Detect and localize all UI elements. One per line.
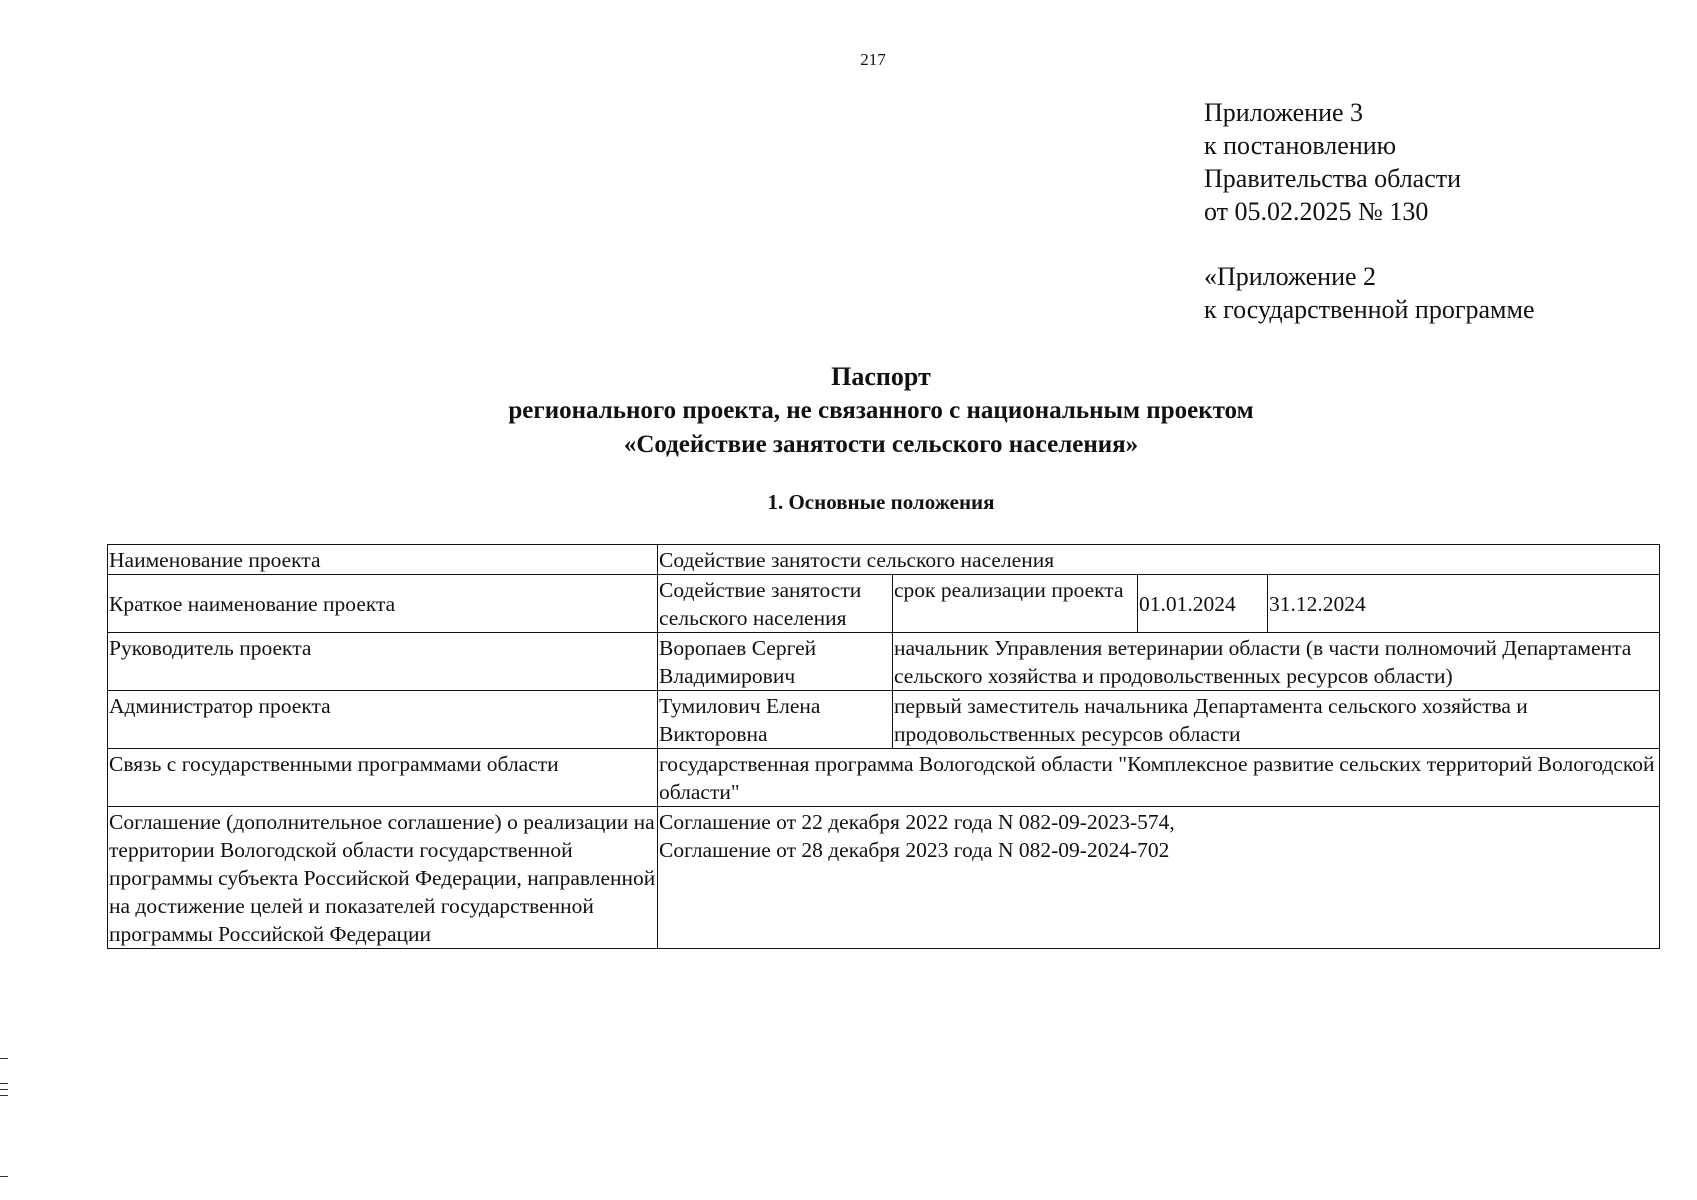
table-row: [108, 807, 1660, 949]
agreement-line: Соглашение от 28 декабря 2023 года N 082-09-2024-702: [659, 838, 1170, 862]
programs-value: государственная программа Вологодской области "Комплексное развитие сельских территорий Вологодской области": [658, 749, 1660, 807]
page-number: 217: [860, 50, 886, 69]
project-name-value: Содействие занятости сельского населения: [658, 545, 1660, 575]
margin-mark: [0, 1095, 8, 1096]
section-heading: 1. Основные положения: [767, 490, 995, 514]
table-row: [108, 691, 1660, 749]
appendix-line: к постановлению: [1204, 131, 1397, 160]
leader-position: начальник Управления ветеринарии области (в части полномочий Департамента сельского хозяйства и продовольственных ресурсов области): [893, 633, 1660, 691]
term-start: 01.01.2024: [1138, 575, 1268, 633]
admin-position: первый заместитель начальника Департамента сельского хозяйства и продовольственных ресурсов области: [893, 691, 1660, 749]
row-label: Связь с государственными программами области: [108, 749, 658, 807]
appendix-line: Правительства области: [1204, 164, 1462, 193]
margin-mark: [0, 1083, 8, 1084]
agreement-line: Соглашение от 22 декабря 2022 года N 082-09-2023-574,: [659, 810, 1175, 834]
margin-mark: [0, 1089, 8, 1090]
table-row: [108, 545, 1660, 575]
table-row: [108, 749, 1660, 807]
row-label: Наименование проекта: [108, 545, 658, 575]
short-name-value: Содействие занятости сельского населения: [658, 575, 893, 633]
passport-table: [107, 544, 1660, 949]
row-label: Администратор проекта: [108, 691, 658, 749]
appendix-line: к государственной программе: [1204, 295, 1535, 324]
appendix-block: [1204, 96, 1535, 326]
margin-mark: [0, 1058, 8, 1059]
appendix-gap: [1204, 228, 1535, 260]
agreement-value: [658, 807, 1660, 949]
title-line: регионального проекта, не связанного с национальным проектом: [508, 397, 1254, 424]
term-end: 31.12.2024: [1268, 575, 1660, 633]
row-label: Руководитель проекта: [108, 633, 658, 691]
margin-mark: [0, 1176, 8, 1177]
appendix-line: от 05.02.2025 № 130: [1204, 197, 1429, 226]
leader-name: Воропаев Сергей Владимирович: [658, 633, 893, 691]
row-label: Краткое наименование проекта: [108, 575, 658, 633]
appendix-line: «Приложение 2: [1204, 262, 1377, 291]
title-line: «Содействие занятости сельского населения»: [623, 431, 1139, 458]
appendix-line: Приложение 3: [1204, 98, 1364, 127]
table-row: [108, 633, 1660, 691]
row-label: Соглашение (дополнительное соглашение) о реализации на территории Вологодской области государственной программы субъекта Российской Федерации, направленной на достижение целей и показателей государственной программы Российской Федерации: [108, 807, 658, 949]
admin-name: Тумилович Елена Викторовна: [658, 691, 893, 749]
term-label: срок реализации проекта: [893, 575, 1138, 633]
table-row: [108, 575, 1660, 633]
document-title: [100, 360, 1662, 462]
title-main: Паспорт: [831, 362, 931, 391]
